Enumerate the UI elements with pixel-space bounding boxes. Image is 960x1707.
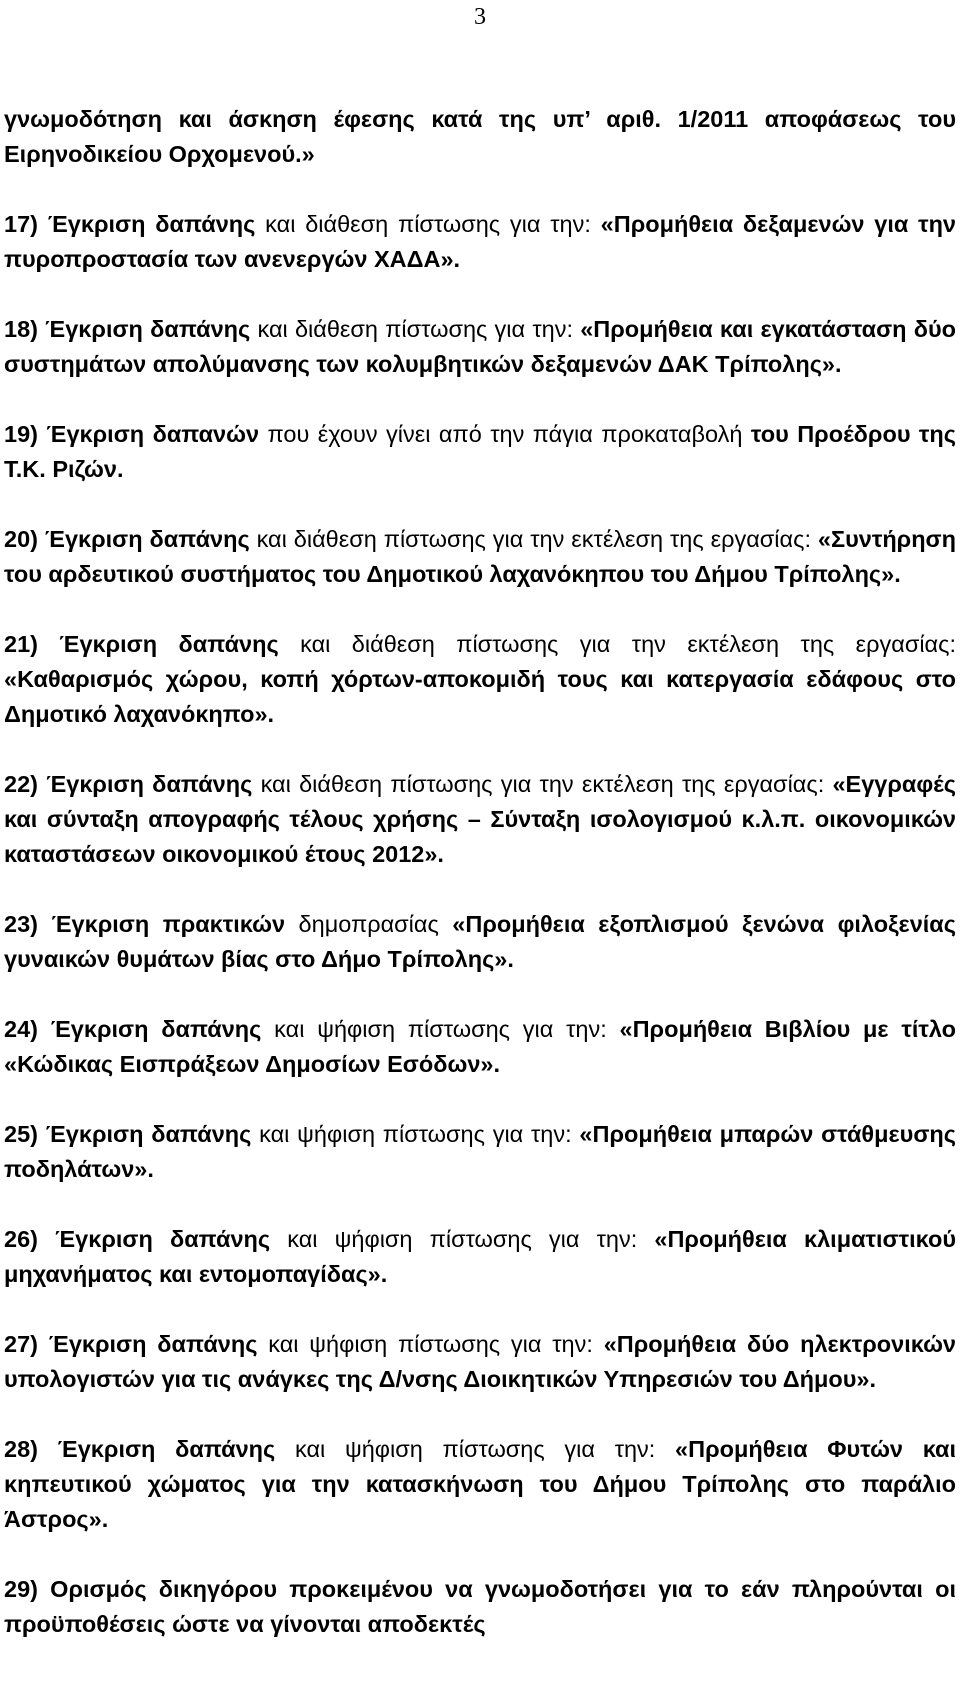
item-text: που έχουν γίνει από την πάγια προκαταβολή [259, 421, 751, 447]
agenda-item-17 [4, 207, 956, 277]
item-text: και ψήφιση πίστωσης για την: [275, 1436, 676, 1462]
page-number: 3 [474, 4, 486, 30]
item-text: και διάθεση πίστωσης για την εκτέλεση της εργασίας: [278, 631, 956, 657]
item-text: και ψήφιση πίστωσης για την: [257, 1331, 604, 1357]
item-subject: «Προμήθεια δεξαμενών για την πυροπροστασία των ανενεργών ΧΑΔΑ». [4, 211, 956, 272]
item-text: και διάθεση πίστωσης για την εκτέλεση της εργασίας: [249, 526, 818, 552]
item-subject: «Προμήθεια Φυτών και κηπευτικού χώματος για την κατασκήνωση του Δήμου Τρίπολης στο παράλιο Άστρος». [4, 1436, 957, 1532]
agenda-item-20 [4, 522, 956, 592]
item-text: και ψήφιση πίστωσης για την: [270, 1226, 655, 1252]
agenda-item-25 [4, 1117, 956, 1187]
item-text: και διάθεση πίστωσης για την: [255, 211, 601, 237]
item-subject: «Συντήρηση του αρδευτικού συστήματος του Δημοτικού λαχανόκηπου του Δήμου Τρίπολης». [4, 526, 956, 587]
item-text: και διάθεση πίστωσης για την εκτέλεση της εργασίας: [252, 771, 833, 797]
document-body [4, 102, 956, 1642]
item-heading: 25) Έγκριση δαπάνης [4, 1121, 252, 1147]
agenda-item-19 [4, 417, 956, 487]
item-subject: «Καθαρισμός χώρου, κοπή χόρτων-αποκομιδή τους και κατεργασία εδάφους στο Δημοτικό λαχανόκηπο». [4, 666, 956, 727]
item-subject: «Προμήθεια Βιβλίου με τίτλο «Κώδικας Εισπράξεων Δημοσίων Εσόδων». [4, 1016, 957, 1077]
item-heading: 29) Ορισμός δικηγόρου προκειμένου να γνωμοδοτήσει για το εάν πληρούνται οι προϋποθέσεις ώστε να γίνονται αποδεκτές [4, 1576, 956, 1637]
item-heading: 28) Έγκριση δαπάνης [4, 1436, 276, 1462]
agenda-item-27 [4, 1327, 956, 1397]
agenda-item-23 [4, 907, 956, 977]
item-subject: «Προμήθεια κλιματιστικού μηχανήματος και εντομοπαγίδας». [4, 1226, 957, 1287]
item-heading: 27) Έγκριση δαπάνης [4, 1331, 258, 1357]
item-heading: 21) Έγκριση δαπάνης [4, 631, 279, 657]
item-heading: 22) Έγκριση δαπάνης [4, 771, 253, 797]
item-text-bold: γνωμοδότηση και άσκηση έφεσης κατά της υπ’ αριθ. 1/2011 αποφάσεως του Ειρηνοδικείου Ορχομενού.» [4, 106, 956, 167]
item-heading: 19) Έγκριση δαπανών [4, 421, 260, 447]
item-subject: του Προέδρου της Τ.Κ. Ριζών. [4, 421, 957, 482]
item-text: δημοπρασίας [285, 911, 453, 937]
agenda-item-continuation [4, 102, 956, 172]
item-text: και διάθεση πίστωσης για την: [250, 316, 581, 342]
agenda-item-26 [4, 1222, 956, 1292]
item-subject: «Προμήθεια δύο ηλεκτρονικών υπολογιστών για τις ανάγκες της Δ/νσης Διοικητικών Υπηρεσιών του Δήμου». [4, 1331, 956, 1392]
item-subject: «Προμήθεια εξοπλισμού ξενώνα φιλοξενίας γυναικών θυμάτων βίας στο Δήμο Τρίπολης». [4, 911, 956, 972]
item-text: και ψήφιση πίστωσης για την: [251, 1121, 580, 1147]
agenda-item-21 [4, 627, 956, 732]
item-heading: 20) Έγκριση δαπάνης [4, 526, 250, 552]
item-text: και ψήφιση πίστωσης για την: [261, 1016, 620, 1042]
item-subject: «Προμήθεια μπαρών στάθμευσης ποδηλάτων». [4, 1121, 956, 1182]
agenda-item-29 [4, 1572, 956, 1642]
item-heading: 17) Έγκριση δαπάνης [4, 211, 256, 237]
item-heading: 24) Έγκριση δαπάνης [4, 1016, 262, 1042]
item-subject: «Εγγραφές και σύνταξη απογραφής τέλους χρήσης – Σύνταξη ισολογισμού κ.λ.π. οικονομικών καταστάσεων οικονομικού έτους 2012». [4, 771, 956, 867]
item-heading: 26) Έγκριση δαπάνης [4, 1226, 271, 1252]
agenda-item-24 [4, 1012, 956, 1082]
item-heading: 23) Έγκριση πρακτικών [4, 911, 286, 937]
item-heading: 18) Έγκριση δαπάνης [4, 316, 251, 342]
item-subject: «Προμήθεια και εγκατάσταση δύο συστημάτων απολύμανσης των κολυμβητικών δεξαμενών ΔΑΚ Τρίπολης». [4, 316, 957, 377]
agenda-item-22 [4, 767, 956, 872]
agenda-item-18 [4, 312, 956, 382]
agenda-item-28 [4, 1432, 956, 1537]
